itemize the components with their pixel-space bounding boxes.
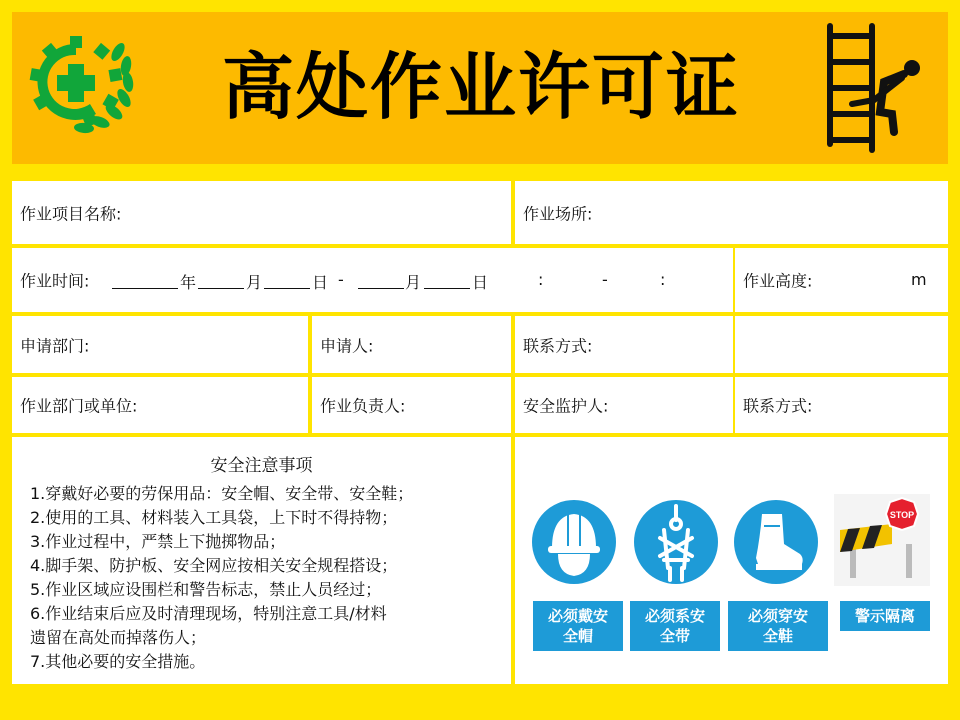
- year-label: 年: [180, 273, 197, 292]
- day-label-1: 日: [312, 273, 329, 292]
- safety-note: 5.作业区域应设围栏和警告标志，禁止人员经过；: [30, 580, 382, 599]
- contact-field-1[interactable]: [515, 316, 733, 373]
- time-dash: -: [338, 270, 344, 289]
- safety-supervisor-label: 安全监护人:: [523, 396, 609, 416]
- safety-note: 2.使用的工具、材料装入工具袋，上下时不得持物；: [30, 508, 398, 527]
- must-wear-helmet-caption: 必须戴安 全帽: [533, 601, 623, 651]
- safety-notes-panel: [12, 437, 511, 684]
- contact-value-1[interactable]: [735, 316, 948, 373]
- time-colon-2: :: [660, 270, 666, 289]
- must-wear-boots-caption: 必须穿安 全鞋: [728, 601, 828, 651]
- safety-notes-title: 安全注意事项: [210, 456, 313, 476]
- month-blank-1[interactable]: [198, 288, 244, 289]
- project-name-label: 作业项目名称:: [20, 204, 122, 223]
- month-blank-2[interactable]: [358, 288, 404, 289]
- helmet-icon: [532, 498, 616, 586]
- must-wear-harness-caption: 必须系安 全带: [630, 601, 720, 651]
- harness-icon: [634, 498, 718, 586]
- month-label-2: 月: [405, 273, 422, 292]
- stop-text: STOP: [889, 510, 915, 520]
- boot-icon: [734, 498, 818, 586]
- work-dept-field[interactable]: [12, 377, 308, 433]
- contact-label-1: 联系方式:: [523, 336, 593, 355]
- work-time-field[interactable]: [12, 248, 733, 312]
- contact-field-2[interactable]: [735, 377, 948, 433]
- day-blank-2[interactable]: [424, 288, 470, 289]
- month-label-1: 月: [246, 273, 263, 292]
- safety-note: 4.脚手架、防护板、安全网应按相关安全规程搭设；: [30, 556, 398, 575]
- work-leader-field[interactable]: [312, 377, 511, 433]
- safety-note: 6.作业结束后应及时清理现场，特别注意工具/材料: [30, 604, 387, 623]
- safety-note: 1.穿戴好必要的劳保用品：安全帽、安全带、安全鞋；: [30, 484, 414, 503]
- safety-note: 遗留在高处而掉落伤人；: [30, 628, 207, 647]
- safety-note: 7.其他必要的安全措施。: [30, 652, 206, 671]
- ladder-climber-icon: [822, 22, 926, 154]
- barrier-icon: [834, 494, 930, 586]
- work-time-label: 作业时间:: [20, 271, 90, 291]
- work-dept-label: 作业部门或单位:: [20, 396, 138, 416]
- site-field[interactable]: [515, 181, 948, 244]
- applicant-label: 申请人:: [320, 336, 374, 355]
- time-colon-1: :: [538, 270, 544, 289]
- warning-isolation-caption: 警示隔离: [840, 601, 930, 631]
- page-title: 高处作业许可证: [221, 45, 740, 129]
- safety-note: 3.作业过程中，严禁上下抛掷物品；: [30, 532, 286, 551]
- project-name-field[interactable]: [12, 181, 511, 244]
- time-dash-2: -: [602, 270, 608, 289]
- work-leader-label: 作业负责人:: [320, 396, 406, 416]
- work-height-field[interactable]: [735, 248, 948, 312]
- site-label: 作业场所:: [523, 204, 593, 223]
- day-blank-1[interactable]: [264, 288, 310, 289]
- day-label-2: 日: [472, 273, 489, 292]
- year-blank[interactable]: [112, 288, 178, 289]
- applicant-dept-field[interactable]: [12, 316, 308, 373]
- applicant-field[interactable]: [312, 316, 511, 373]
- applicant-dept-label: 申请部门:: [20, 336, 90, 355]
- safety-supervisor-field[interactable]: [515, 377, 733, 433]
- work-height-label: 作业高度:: [743, 271, 813, 291]
- contact-label-2: 联系方式:: [743, 396, 813, 416]
- height-unit: m: [911, 270, 927, 289]
